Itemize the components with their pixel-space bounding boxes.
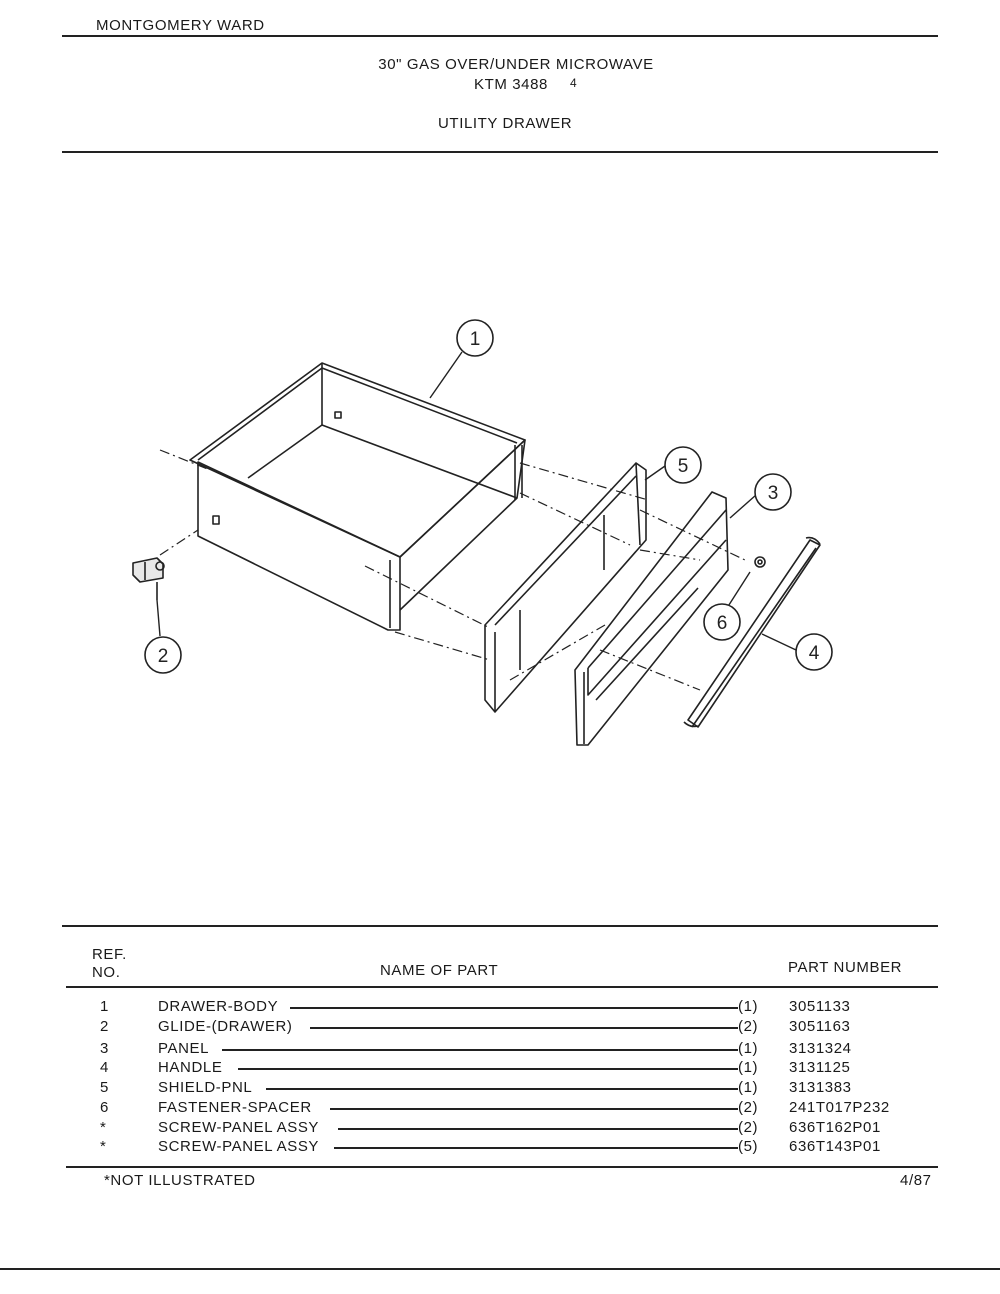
callout-6 <box>704 604 740 640</box>
row-qty: (2) <box>738 1018 759 1035</box>
row-part-number: 3131383 <box>789 1079 852 1096</box>
leader-line <box>222 1049 738 1051</box>
row-part-number: 636T143P01 <box>789 1138 881 1155</box>
callout-5-label: 5 <box>677 456 689 477</box>
row-part-number: 636T162P01 <box>789 1119 881 1136</box>
callout-3-label: 3 <box>767 483 779 504</box>
glide-drawing <box>133 558 164 600</box>
callout-6-label: 6 <box>716 613 728 634</box>
row-ref: 3 <box>100 1040 109 1057</box>
row-qty: (1) <box>738 998 759 1015</box>
table-bottom-rule <box>66 1166 938 1168</box>
row-part-number: 3051133 <box>789 998 851 1015</box>
row-part-number: 3131125 <box>789 1059 851 1076</box>
row-qty: (1) <box>738 1079 759 1096</box>
drawer-body-drawing <box>190 363 525 630</box>
row-qty: (1) <box>738 1059 759 1076</box>
col-header-ref-line2: NO. <box>92 964 121 981</box>
row-ref: 4 <box>100 1059 109 1076</box>
row-part-name: SCREW-PANEL ASSY <box>158 1119 320 1136</box>
row-ref: 6 <box>100 1099 109 1116</box>
table-row <box>0 1119 1000 1139</box>
row-part-name: DRAWER-BODY <box>158 998 279 1015</box>
callout-2 <box>145 637 181 673</box>
section-title: UTILITY DRAWER <box>438 115 573 132</box>
header-underline <box>66 986 938 988</box>
row-part-number: 241T017P232 <box>789 1099 890 1116</box>
row-part-number: 3051163 <box>789 1018 851 1035</box>
revision-date: 4/87 <box>900 1172 932 1189</box>
leader-line <box>330 1108 738 1110</box>
row-part-name: HANDLE <box>158 1059 223 1076</box>
callout-1 <box>457 320 493 356</box>
leader-line <box>334 1147 738 1149</box>
table-row <box>0 1138 1000 1158</box>
footnote: *NOT ILLUSTRATED <box>104 1172 256 1189</box>
row-ref: 2 <box>100 1018 109 1035</box>
col-header-part-number: PART NUMBER <box>788 959 903 976</box>
row-part-number: 3131324 <box>789 1040 852 1057</box>
row-ref: 1 <box>100 998 109 1015</box>
leader-line <box>290 1007 738 1009</box>
page-bottom-rule <box>0 1268 1000 1270</box>
table-row <box>0 998 1000 1018</box>
callout-5 <box>665 447 701 483</box>
shield-panel-drawing <box>485 463 646 712</box>
row-ref: 5 <box>100 1079 109 1096</box>
row-part-name: SCREW-PANEL ASSY <box>158 1138 320 1155</box>
row-ref: * <box>100 1119 107 1136</box>
callout-3 <box>755 474 791 510</box>
col-header-ref-line1: REF. <box>92 946 127 963</box>
leader-line <box>238 1068 738 1070</box>
leader-line <box>310 1027 738 1029</box>
document-title: 30" GAS OVER/UNDER MICROWAVE <box>378 56 654 73</box>
table-row <box>0 1099 1000 1119</box>
row-qty: (1) <box>738 1040 759 1057</box>
table-row <box>0 1018 1000 1038</box>
row-part-name: SHIELD-PNL <box>158 1079 253 1096</box>
model-number: KTM 3488 <box>474 76 548 93</box>
table-row <box>0 1059 1000 1079</box>
model-suffix: 4 <box>570 76 578 90</box>
table-row <box>0 1079 1000 1099</box>
fastener-spacer-drawing <box>755 557 765 567</box>
row-part-name: FASTENER-SPACER <box>158 1099 312 1116</box>
callout-4-label: 4 <box>808 643 820 664</box>
brand-name: MONTGOMERY WARD <box>96 17 265 34</box>
handle-drawing <box>684 538 820 727</box>
row-part-name: GLIDE-(DRAWER) <box>158 1018 293 1035</box>
callout-1-label: 1 <box>469 329 481 350</box>
col-header-name: NAME OF PART <box>380 962 499 979</box>
callout-4 <box>796 634 832 670</box>
row-ref: * <box>100 1138 107 1155</box>
row-part-name: PANEL <box>158 1040 210 1057</box>
callout-2-label: 2 <box>157 646 169 667</box>
row-qty: (5) <box>738 1138 759 1155</box>
table-row <box>0 1040 1000 1060</box>
row-qty: (2) <box>738 1099 759 1116</box>
leader-line <box>266 1088 738 1090</box>
leader-line <box>338 1128 738 1130</box>
table-top-rule <box>62 925 938 927</box>
row-qty: (2) <box>738 1119 759 1136</box>
